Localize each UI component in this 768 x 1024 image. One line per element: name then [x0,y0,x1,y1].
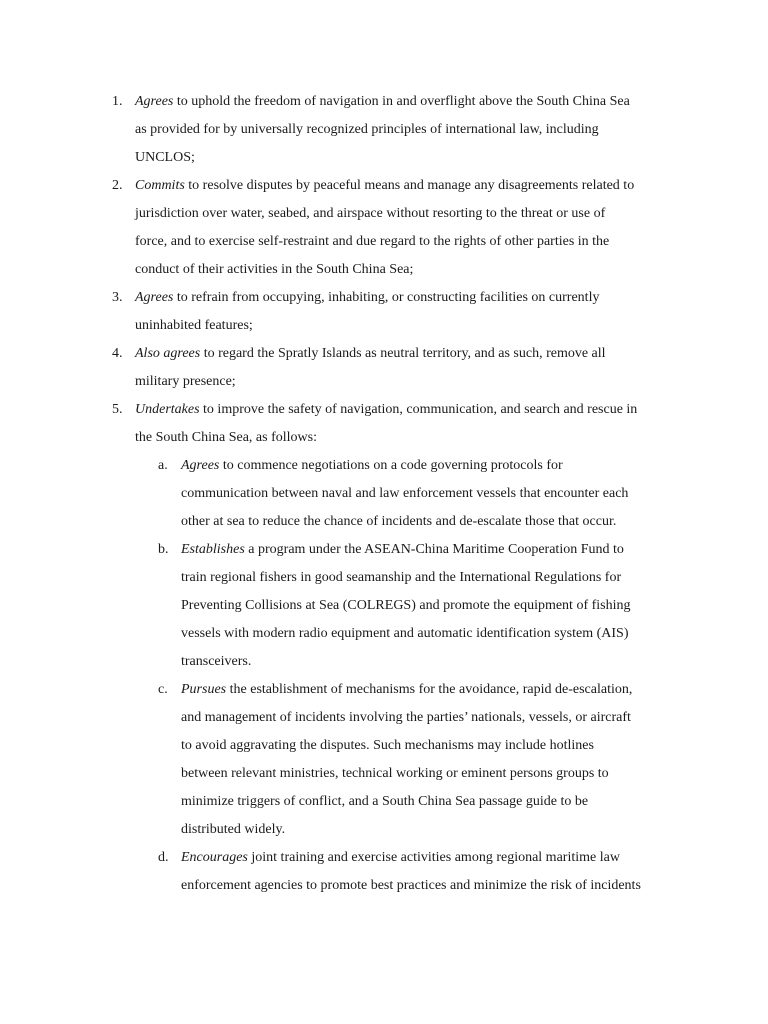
item-line: train regional fishers in good seamanship and the International Regulations for [181,570,622,585]
item-line [181,536,657,564]
item-number: 4. [112,346,123,361]
item-text: to refrain from occupying, inhabiting, or constructing facilities on currently [173,290,600,305]
item-lead: Undertakes [135,402,200,417]
item-number: 3. [112,290,123,305]
item-line: between relevant ministries, technical working or eminent persons groups to [181,766,609,781]
sub-item-letter: c. [158,682,168,697]
item-text: the establishment of mechanisms for the avoidance, rapid de-escalation, [226,682,633,697]
item-lead: Agrees [181,458,220,473]
sub-item-letter: d. [158,850,169,865]
sub-list-item [0,676,657,844]
item-line [135,284,675,312]
numbered-list [0,88,768,900]
list-item [0,284,675,340]
item-line: jurisdiction over water, seabed, and airspace without resorting to the threat or use of [135,206,606,221]
item-line [135,396,675,424]
item-line: transceivers. [181,654,252,669]
item-lead: Encourages [181,850,248,865]
item-line: minimize triggers of conflict, and a South China Sea passage guide to be [181,794,589,809]
item-lead: Agrees [135,94,174,109]
item-line: distributed widely. [181,822,286,837]
item-number: 2. [112,178,123,193]
item-line [181,844,657,872]
item-lead: Commits [135,178,185,193]
item-line: military presence; [135,374,236,389]
item-line: the South China Sea, as follows: [135,430,317,445]
sub-list-item [0,844,657,900]
item-line: force, and to exercise self-restraint and due regard to the rights of other parties in the [135,234,610,249]
item-line: and management of incidents involving the parties’ nationals, vessels, or aircraft [181,710,631,725]
item-line: enforcement agencies to promote best practices and minimize the risk of incidents [181,878,641,893]
item-lead: Also agrees [135,346,201,361]
sub-list-item [0,536,657,676]
item-line: communication between naval and law enforcement vessels that encounter each [181,486,629,501]
item-line: Preventing Collisions at Sea (COLREGS) and promote the equipment of fishing [181,598,631,613]
item-line: UNCLOS; [135,150,195,165]
list-item [0,88,675,172]
sub-item-letter: a. [158,458,168,473]
item-text: to improve the safety of navigation, communication, and search and rescue in [199,402,638,417]
item-line: other at sea to reduce the chance of incidents and de-escalate those that occur. [181,514,617,529]
item-line [135,340,675,368]
item-number: 5. [112,402,123,417]
list-item [0,340,675,396]
item-lead: Establishes [181,542,245,557]
item-line: conduct of their activities in the South China Sea; [135,262,414,277]
item-lead: Agrees [135,290,174,305]
item-text: a program under the ASEAN-China Maritime Cooperation Fund to [244,542,624,557]
sub-list-item [0,452,657,536]
list-item [0,172,675,284]
sub-item-letter: b. [158,542,169,557]
item-line: as provided for by universally recognized principles of international law, including [135,122,599,137]
item-lead: Pursues [181,682,227,697]
list-item [0,396,675,452]
item-line [181,676,657,704]
item-text: to commence negotiations on a code governing protocols for [219,458,563,473]
item-line [181,452,657,480]
item-line: vessels with modern radio equipment and automatic identification system (AIS) [181,626,629,641]
item-line: to avoid aggravating the disputes. Such mechanisms may include hotlines [181,738,594,753]
item-text: joint training and exercise activities among regional maritime law [247,850,620,865]
item-text: to regard the Spratly Islands as neutral territory, and as such, remove all [200,346,606,361]
item-number: 1. [112,94,123,109]
item-line [135,88,675,116]
item-line [135,172,675,200]
item-text: to resolve disputes by peaceful means and manage any disagreements related to [184,178,635,193]
item-text: to uphold the freedom of navigation in and overflight above the South China Sea [173,94,630,109]
item-line: uninhabited features; [135,318,253,333]
